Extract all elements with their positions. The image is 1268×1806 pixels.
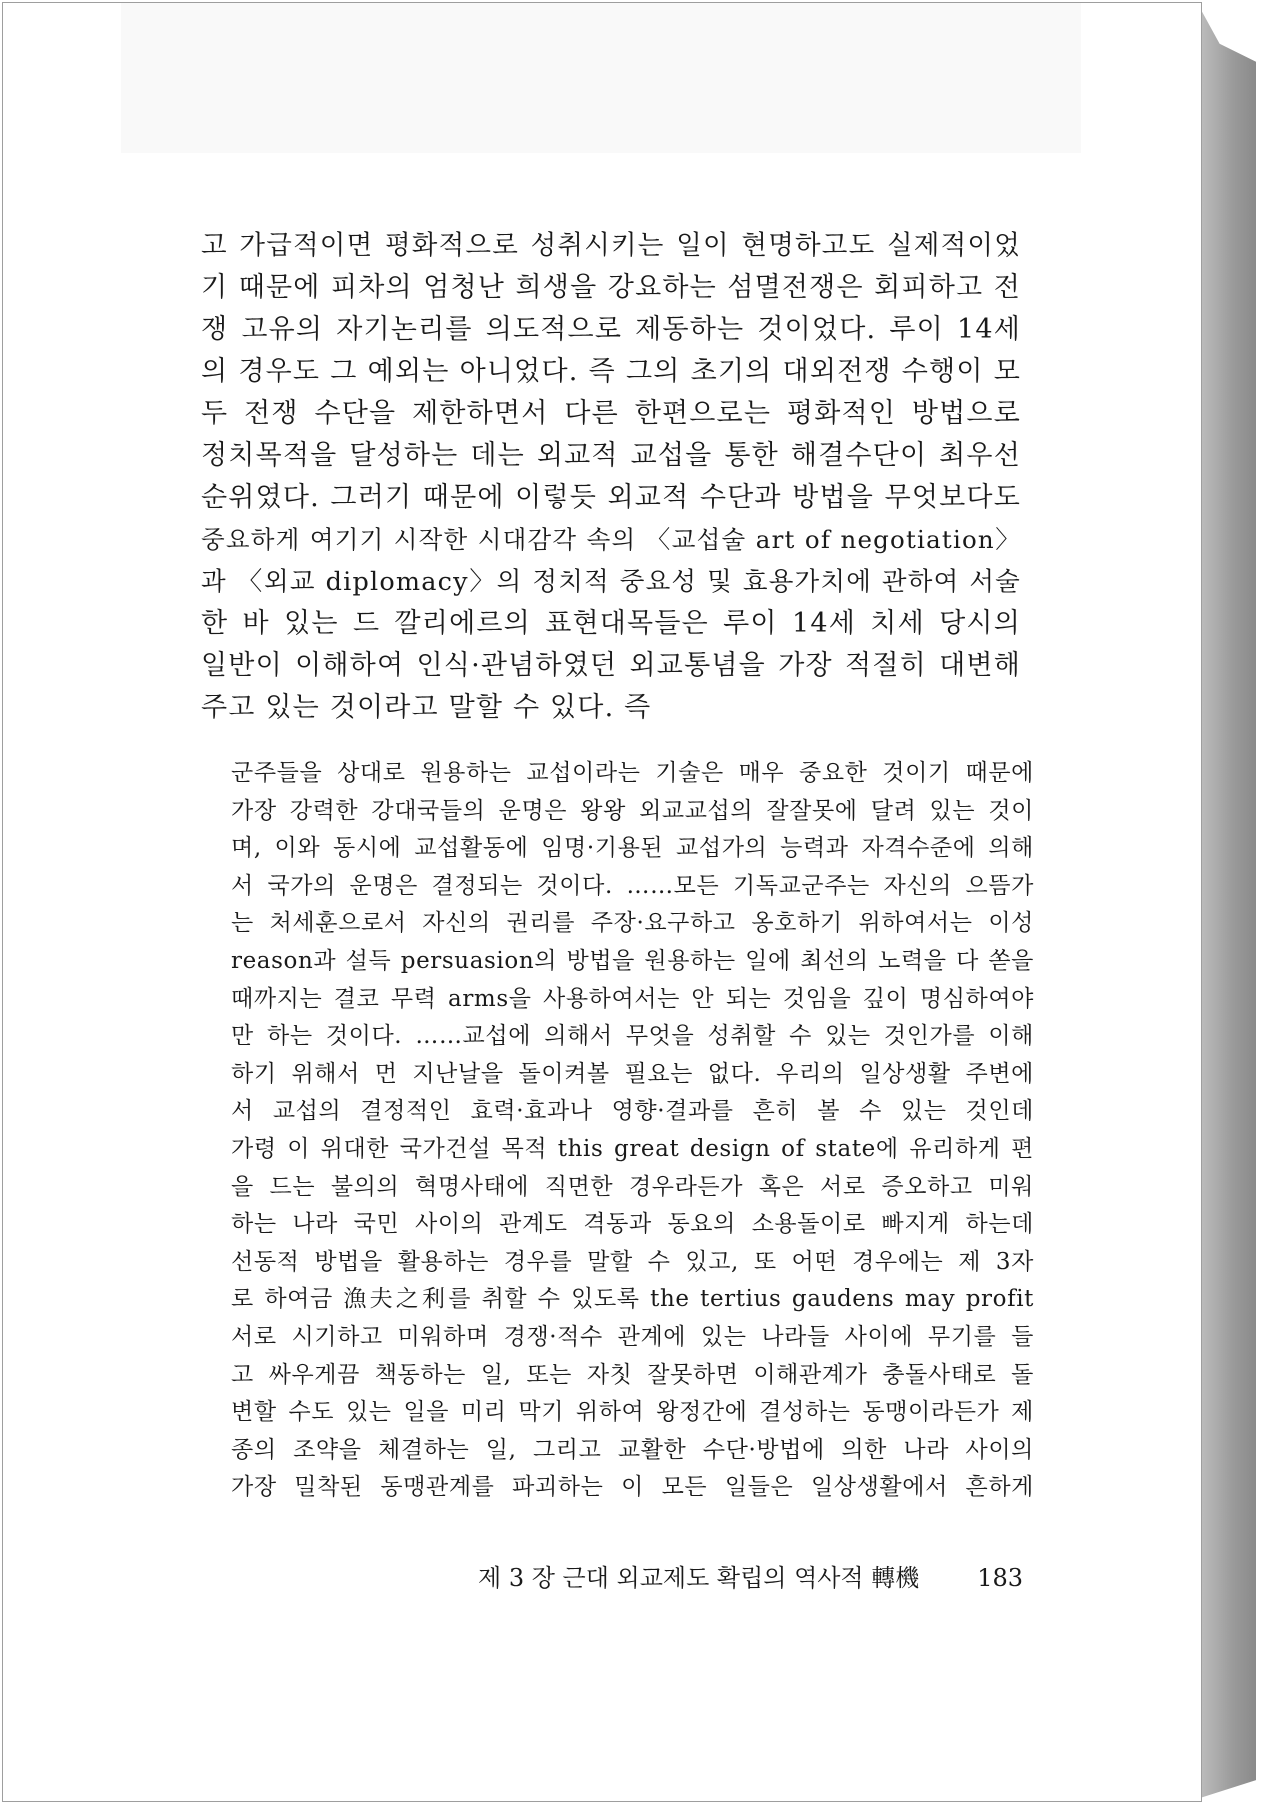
quote-line: 서 교섭의 결정적인 효력·효과나 영향·결과를 흔히 볼 수 있는 것인데 <box>231 1098 1034 1125</box>
body-line: 중요하게 여기기 시작한 시대감각 속의 〈교섭술 art of negotiation〉 <box>201 525 1021 554</box>
quote-line: reason과 설득 persuasion의 방법을 원용하는 일에 최선의 노력을 다 쏟을 <box>231 947 1034 974</box>
quote-line: 하는 나라 국민 사이의 관계도 격동과 동요의 소용돌이로 빠지게 하는데 <box>231 1211 1034 1238</box>
quote-line: 하기 위해서 먼 지난날을 돌이켜볼 필요는 없다. 우리의 일상생활 주변에 <box>231 1060 1034 1087</box>
quote-line: 서로 시기하고 미워하며 경쟁·적수 관계에 있는 나라들 사이에 무기를 들 <box>231 1323 1034 1350</box>
body-line: 한 바 있는 드 깔리에르의 표현대목들은 루이 14세 치세 당시의 <box>201 608 1021 639</box>
body-line: 의 경우도 그 예외는 아니었다. 즉 그의 초기의 대외전쟁 수행이 모 <box>201 356 1021 387</box>
body-line: 주고 있는 것이라고 말할 수 있다. 즉 <box>201 692 652 723</box>
quote-line: 종의 조약을 체결하는 일, 그리고 교활한 수단·방법에 의한 나라 사이의 <box>231 1436 1034 1463</box>
quote-line: 때까지는 결코 무력 arms을 사용하여서는 안 되는 것임을 깊이 명심하여야 <box>231 985 1034 1012</box>
quote-line: 만 하는 것이다. ……교섭에 의해서 무엇을 성취할 수 있는 것인가를 이해 <box>231 1023 1034 1050</box>
body-line: 일반이 이해하여 인식·관념하였던 외교통념을 가장 적절히 대변해 <box>201 650 1021 681</box>
body-line: 과 〈외교 diplomacy〉의 정치적 중요성 및 효용가치에 관하여 서술 <box>201 567 1021 597</box>
quote-line: 며, 이와 동시에 교섭활동에 임명·기용된 교섭가의 능력과 자격수준에 의해 <box>231 835 1034 862</box>
page-number: 183 <box>977 1564 1023 1592</box>
quote-line: 는 처세훈으로서 자신의 권리를 주장·요구하고 옹호하기 위하여서는 이성 <box>231 910 1034 937</box>
quote-line: 군주들을 상대로 원용하는 교섭이라는 기술은 매우 중요한 것이기 때문에 <box>231 760 1034 786</box>
running-footer <box>478 1558 1023 1598</box>
quote-line: 가장 강력한 강대국들의 운명은 왕왕 외교교섭의 잘잘못에 달려 있는 것이 <box>231 797 1034 824</box>
quote-line: 서 국가의 운명은 결정되는 것이다. ……모든 기독교군주는 자신의 으뜸가 <box>231 872 1034 899</box>
chapter-title: 제 3 장 근대 외교제도 확립의 역사적 轉機 <box>478 1564 920 1592</box>
quote-line: 가령 이 위대한 국가건설 목적 this great design of state에 유리하게 편 <box>231 1135 1034 1162</box>
body-line: 두 전쟁 수단을 제한하면서 다른 한편으로는 평화적인 방법으로 <box>201 398 1021 429</box>
quote-line: 가장 밀착된 동맹관계를 파괴하는 이 모든 일들은 일상생활에서 흔하게 <box>231 1474 1034 1501</box>
body-line: 순위였다. 그러기 때문에 이렇듯 외교적 수단과 방법을 무엇보다도 <box>201 482 1021 513</box>
body-line: 기 때문에 피차의 엄청난 희생을 강요하는 섬멸전쟁은 회피하고 전 <box>201 272 1021 303</box>
quote-line: 변할 수도 있는 일을 미리 막기 위하여 왕정간에 결성하는 동맹이라든가 제 <box>231 1399 1034 1426</box>
quote-line: 을 드는 불의의 혁명사태에 직면한 경우라든가 혹은 서로 증오하고 미워 <box>231 1173 1034 1200</box>
body-line: 정치목적을 달성하는 데는 외교적 교섭을 통한 해결수단이 최우선 <box>201 440 1021 471</box>
book-page <box>2 2 1202 1802</box>
quote-line: 선동적 방법을 활용하는 경우를 말할 수 있고, 또 어떤 경우에는 제 3자 <box>231 1248 1034 1275</box>
scan-margin-band <box>121 3 1081 153</box>
body-line: 쟁 고유의 자기논리를 의도적으로 제동하는 것이었다. 루이 14세 <box>201 314 1021 345</box>
body-paragraph <box>201 225 1021 729</box>
quote-line: 고 싸우게끔 책동하는 일, 또는 자칫 잘못하면 이해관계가 충돌사태로 돌 <box>231 1361 1034 1388</box>
quote-line: 로 하여금 漁夫之利를 취할 수 있도록 the tertius gaudens may profit <box>231 1286 1034 1313</box>
body-line: 고 가급적이면 평화적으로 성취시키는 일이 현명하고도 실제적이었 <box>201 230 1021 261</box>
block-quotation <box>231 755 1034 1507</box>
page-edge-shadow <box>1200 8 1256 1798</box>
